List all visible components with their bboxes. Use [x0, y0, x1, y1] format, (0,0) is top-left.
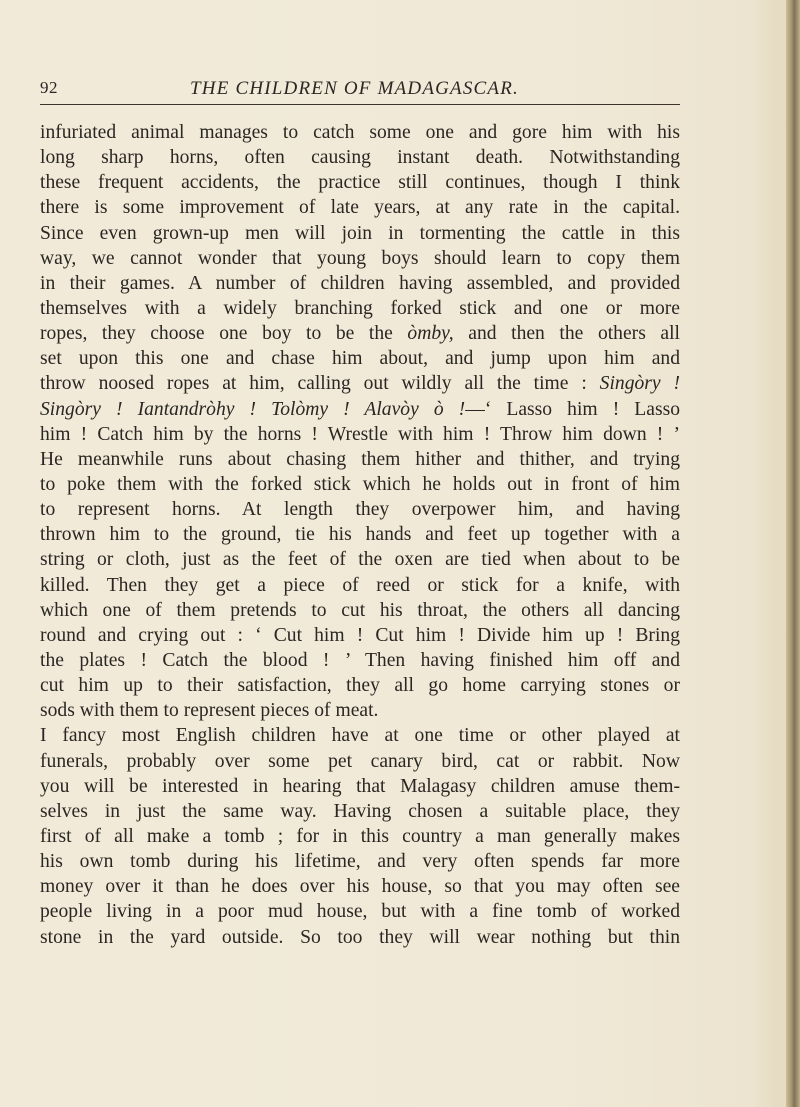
- text-segment: funerals, probably over some pet canary bird, cat or rabbit. Now: [40, 750, 680, 772]
- text-segment: round and crying out : ‘ Cut him ! Cut him ! Divide him up ! Bring: [40, 624, 680, 646]
- text-segment: long sharp horns, often causing instant death. Notwithstanding: [40, 147, 680, 169]
- text-segment: money over it than he does over his house, so that you may often see: [40, 876, 680, 898]
- text-line: [40, 774, 680, 799]
- text-segment: these frequent accidents, the practice still continues, though I think: [40, 172, 680, 194]
- text-line: [40, 221, 680, 246]
- text-line: [40, 598, 680, 623]
- body-text: [40, 120, 680, 950]
- text-segment: way, we cannot wonder that young boys should learn to copy them: [40, 247, 680, 269]
- text-line: [40, 547, 680, 572]
- page-number: 92: [40, 78, 58, 97]
- text-segment: —‘ Lasso him ! Lasso: [465, 398, 680, 420]
- text-segment: killed. Then they get a piece of reed or stick for a knife, with: [40, 574, 680, 596]
- page-edge-shadow: [786, 0, 800, 1107]
- text-line: [40, 346, 680, 371]
- text-segment: there is some improvement of late years, at any rate in the capital.: [40, 197, 680, 219]
- text-segment: you will be interested in hearing that Malagasy children amuse them-: [40, 775, 680, 797]
- text-line: [40, 472, 680, 497]
- text-line: [40, 899, 680, 924]
- text-segment: first of all make a tomb ; for in this country a man generally makes: [40, 825, 680, 847]
- text-segment: I fancy most English children have at one time or other played at: [40, 725, 680, 747]
- text-line: [40, 648, 680, 673]
- text-segment: which one of them pretends to cut his throat, the others all dancing: [40, 599, 680, 621]
- text-segment: cut him up to their satisfaction, they all go home carrying stones or: [40, 675, 680, 697]
- text-segment: and then the others all: [453, 323, 680, 345]
- text-segment: his own tomb during his lifetime, and very often spends far more: [40, 851, 680, 873]
- text-line: [40, 120, 680, 145]
- text-segment: stone in the yard outside. So too they will wear nothing but thin: [40, 926, 680, 948]
- text-line: [40, 573, 680, 598]
- text-line: [40, 246, 680, 271]
- text-line: [40, 145, 680, 170]
- text-segment: set upon this one and chase him about, and jump upon him and: [40, 348, 680, 370]
- text-line: [40, 271, 680, 296]
- text-line: [40, 170, 680, 195]
- text-segment: the plates ! Catch the blood ! ’ Then having finished him off and: [40, 649, 680, 671]
- text-segment: string or cloth, just as the feet of the oxen are tied when about to be: [40, 549, 680, 571]
- italic-text: òmby,: [407, 323, 454, 345]
- text-segment: him ! Catch him by the horns ! Wrestle with him ! Throw him down ! ’: [40, 423, 680, 445]
- italic-text: Singòry !: [599, 373, 680, 395]
- text-line: [40, 698, 680, 723]
- text-segment: He meanwhile runs about chasing them hither and thither, and trying: [40, 448, 680, 470]
- text-line: [40, 296, 680, 321]
- text-segment: in their games. A number of children having assembled, and provided: [40, 272, 680, 294]
- page-title: THE CHILDREN OF MADAGASCAR.: [190, 78, 519, 99]
- text-segment: sods with them to represent pieces of meat.: [40, 700, 379, 722]
- text-line: [40, 397, 680, 422]
- text-segment: throw noosed ropes at him, calling out wildly all the time :: [40, 373, 600, 395]
- text-segment: themselves with a widely branching forked stick and one or more: [40, 297, 680, 319]
- text-segment: to poke them with the forked stick which he holds out in front of him: [40, 473, 680, 495]
- text-segment: selves in just the same way. Having chosen a suitable place, they: [40, 800, 680, 822]
- text-line: [40, 925, 680, 950]
- text-segment: Since even grown-up men will join in tormenting the cattle in this: [40, 222, 680, 244]
- text-segment: ropes, they choose one boy to be the: [40, 323, 408, 345]
- text-line: [40, 195, 680, 220]
- italic-text: Singòry ! Iantandròhy ! Tolòmy ! Alavòy ò !: [40, 398, 466, 420]
- text-line: [40, 874, 680, 899]
- text-line: [40, 749, 680, 774]
- text-segment: people living in a poor mud house, but with a fine tomb of worked: [40, 901, 680, 923]
- text-line: [40, 371, 680, 396]
- text-segment: to represent horns. At length they overpower him, and having: [40, 499, 680, 521]
- text-line: [40, 824, 680, 849]
- text-line: [40, 849, 680, 874]
- text-line: [40, 673, 680, 698]
- text-line: [40, 497, 680, 522]
- text-line: [40, 422, 680, 447]
- header-rule: [40, 104, 680, 105]
- text-line: [40, 522, 680, 547]
- text-line: [40, 799, 680, 824]
- text-line: [40, 623, 680, 648]
- text-line: [40, 447, 680, 472]
- text-segment: infuriated animal manages to catch some one and gore him with his: [40, 122, 680, 143]
- text-line: [40, 723, 680, 748]
- text-segment: thrown him to the ground, tie his hands and feet up together with a: [40, 524, 680, 546]
- text-line: [40, 321, 680, 346]
